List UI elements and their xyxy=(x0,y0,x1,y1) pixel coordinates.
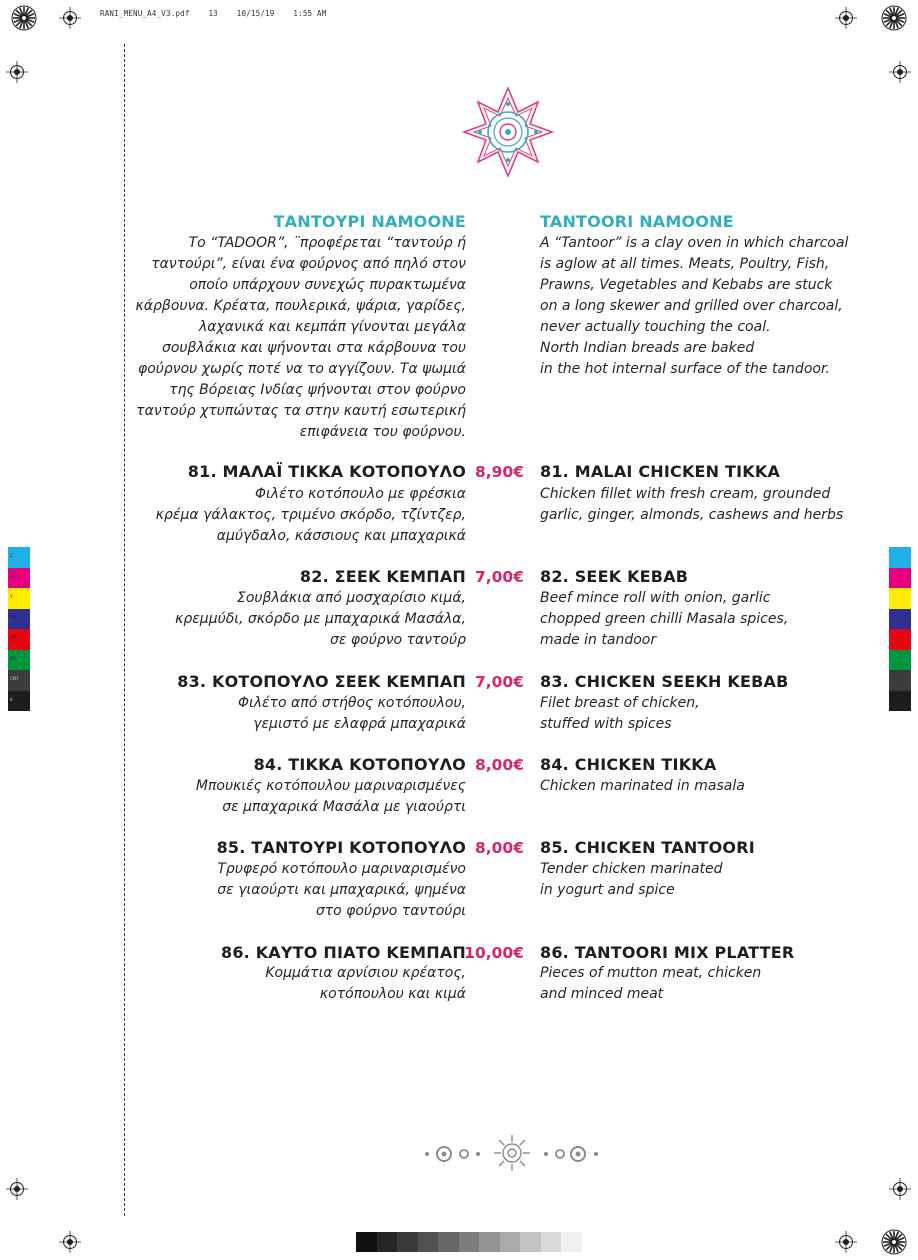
registration-mark-icon xyxy=(6,1178,28,1200)
intro-title-english: TANTOORI NAMOONE xyxy=(540,212,734,231)
menu-item-name-greek: 86. ΚΑΥΤΟ ΠΙΑΤΟ ΚΕΜΠΑΠ xyxy=(221,943,466,962)
menu-item-desc-english: Chicken fillet with fresh cream, grounded garlic, ginger, almonds, cashews and herbs xyxy=(540,486,844,523)
color-swatch xyxy=(889,629,911,650)
gray-swatch xyxy=(479,1232,500,1252)
menu-item-price: 8,00€ xyxy=(474,756,524,774)
gray-swatch xyxy=(561,1232,582,1252)
menu-item-desc-greek: Σουβλάκια από μοσχαρίσιο κιμά, κρεμμύδι, σκόρδο με μπαχαρικά Μασάλα, σε φούρνο ταντούρ xyxy=(175,590,466,648)
print-slug: RANI_MENU_A4_V3.pdf 13 10/15/19 1:55 AM xyxy=(100,9,327,18)
menu-item-name-english: 85. CHICKEN TANTOORI xyxy=(540,838,755,857)
menu-item-desc-english: Pieces of mutton meat, chicken and minced meat xyxy=(540,965,762,1002)
color-swatch: CM xyxy=(8,609,30,630)
starburst-mark-icon xyxy=(880,4,908,32)
gray-swatch xyxy=(520,1232,541,1252)
gray-swatch xyxy=(459,1232,480,1252)
menu-item-price: 8,90€ xyxy=(474,463,524,481)
color-calibration-bar-left xyxy=(8,547,30,711)
menu-item-name-english: 86. TANTOORI MIX PLATTER xyxy=(540,943,795,962)
menu-item-price: 7,00€ xyxy=(474,673,524,691)
registration-mark-icon xyxy=(889,1178,911,1200)
intro-title-greek: ΤΑΝΤΟΥΡΙ ΝΑΜΟΟΝΕ xyxy=(273,212,466,231)
menu-item-desc-greek: Μπουκιές κοτόπουλου μαριναρισμένες σε μπαχαρικά Μασάλα με γιαούρτι xyxy=(195,778,466,815)
color-swatch: CMY xyxy=(8,670,30,691)
menu-item-desc-greek: Τρυφερό κοτόπουλο μαριναρισμένο σε γιαούρτι και μπαχαρικά, ψημένα στο φούρνο ταντούρι xyxy=(217,861,466,919)
menu-item-name-english: 81. MALAI CHICKEN TIKKA xyxy=(540,462,781,481)
grayscale-calibration-bar xyxy=(356,1232,582,1252)
intro-text-greek: Το “TADOOR”, ¨προφέρεται “ταντούρ ή ταντούρι”, είναι ένα φούρνος από πηλό στον οποίο υπάρχουν συνεχώς πυρακτωμένα κάρβουνα. Κρέατα, πουλερικά, ψάρια, γαρίδες, λαχανικά και κεμπάπ γίνονται μεγάλα σουβλάκια και ψήνονται στα κάρβουνα του φούρνου χωρίς ποτέ να το αγγίζουν. Τα ψωμιά της Βόρειας Ινδίας ψήνονται στον φούρνο ταντούρ χτυπώντας τα στην καυτή εσωτερική επιφάνεια του φούρνου. xyxy=(135,235,466,440)
mandala-ornament-icon xyxy=(453,87,563,177)
gray-swatch xyxy=(397,1232,418,1252)
color-swatch: CY xyxy=(8,650,30,671)
color-calibration-bar-right xyxy=(889,547,911,711)
color-swatch: MY xyxy=(8,629,30,650)
menu-item-price: 7,00€ xyxy=(474,568,524,586)
menu-item-desc-greek: Κομμάτια αρνίσιου κρέατος, κοτόπουλου και κιμά xyxy=(265,965,466,1002)
gray-swatch xyxy=(541,1232,562,1252)
fold-line xyxy=(124,44,125,1216)
menu-item-name-english: 82. SEEK KEBAB xyxy=(540,567,689,586)
menu-item-name-greek: 85. ΤΑΝΤΟΥΡΙ ΚΟΤΟΠΟΥΛΟ xyxy=(216,838,466,857)
gray-swatch xyxy=(500,1232,521,1252)
color-swatch xyxy=(889,691,911,712)
menu-item-price: 8,00€ xyxy=(474,839,524,857)
menu-item-name-greek: 84. ΤΙΚΚΑ ΚΟΤΟΠΟΥΛΟ xyxy=(253,755,466,774)
color-swatch: M xyxy=(8,568,30,589)
menu-item-desc-english: Beef mince roll with onion, garlic chopped green chilli Masala spices, made in tandoor xyxy=(540,590,789,648)
footer-ornament-icon xyxy=(422,1132,602,1174)
starburst-mark-icon xyxy=(880,1228,908,1256)
menu-item-desc-greek: Φιλέτο κοτόπουλο με φρέσκια κρέμα γάλακτος, τριμένο σκόρδο, τζίντζερ, αμύγδαλο, κάσσιους και μπαχαρικά xyxy=(155,486,466,544)
menu-item-desc-greek: Φιλέτο από στήθος κοτόπουλου, γεμιστό με ελαφρά μπαχαρικά xyxy=(237,695,466,732)
color-swatch xyxy=(889,568,911,589)
registration-mark-icon xyxy=(59,1231,81,1253)
menu-item-name-greek: 81. ΜΑΛΑΪ ΤΙΚΚΑ ΚΟΤΟΠΟΥΛΟ xyxy=(187,462,466,481)
color-swatch xyxy=(889,588,911,609)
gray-swatch xyxy=(377,1232,398,1252)
color-swatch xyxy=(889,547,911,568)
color-swatch: Y xyxy=(8,588,30,609)
menu-item-name-greek: 82. ΣΕΕΚ ΚΕΜΠΑΠ xyxy=(299,567,466,586)
starburst-mark-icon xyxy=(10,4,38,32)
registration-mark-icon xyxy=(6,61,28,83)
intro-text-english: A “Tantoor” is a clay oven in which charcoal is aglow at all times. Meats, Poultry, Fish, Prawns, Vegetables and Kebabs are stuck on a long skewer and grilled over charcoal, never actually touching the coal. North Indian breads are baked in the hot internal surface of the tandoor. xyxy=(540,235,849,377)
color-swatch: C xyxy=(8,547,30,568)
menu-item-desc-english: Tender chicken marinated in yogurt and spice xyxy=(540,861,723,898)
gray-swatch xyxy=(438,1232,459,1252)
menu-item-desc-english: Filet breast of chicken, stuffed with spices xyxy=(540,695,700,732)
color-swatch xyxy=(889,609,911,630)
menu-item-price: 10,00€ xyxy=(464,944,524,962)
registration-mark-icon xyxy=(835,7,857,29)
color-swatch: K xyxy=(8,691,30,712)
gray-swatch xyxy=(418,1232,439,1252)
registration-mark-icon xyxy=(835,1231,857,1253)
color-swatch xyxy=(889,650,911,671)
menu-item-desc-english: Chicken marinated in masala xyxy=(540,778,745,794)
menu-item-name-english: 83. CHICKEN SEEKH KEBAB xyxy=(540,672,789,691)
color-swatch xyxy=(889,670,911,691)
gray-swatch xyxy=(356,1232,377,1252)
menu-item-name-greek: 83. ΚΟΤΟΠΟΥΛΟ ΣΕΕΚ ΚΕΜΠΑΠ xyxy=(177,672,466,691)
registration-mark-icon xyxy=(59,7,81,29)
menu-item-name-english: 84. CHICKEN TIKKA xyxy=(540,755,717,774)
registration-mark-icon xyxy=(889,61,911,83)
